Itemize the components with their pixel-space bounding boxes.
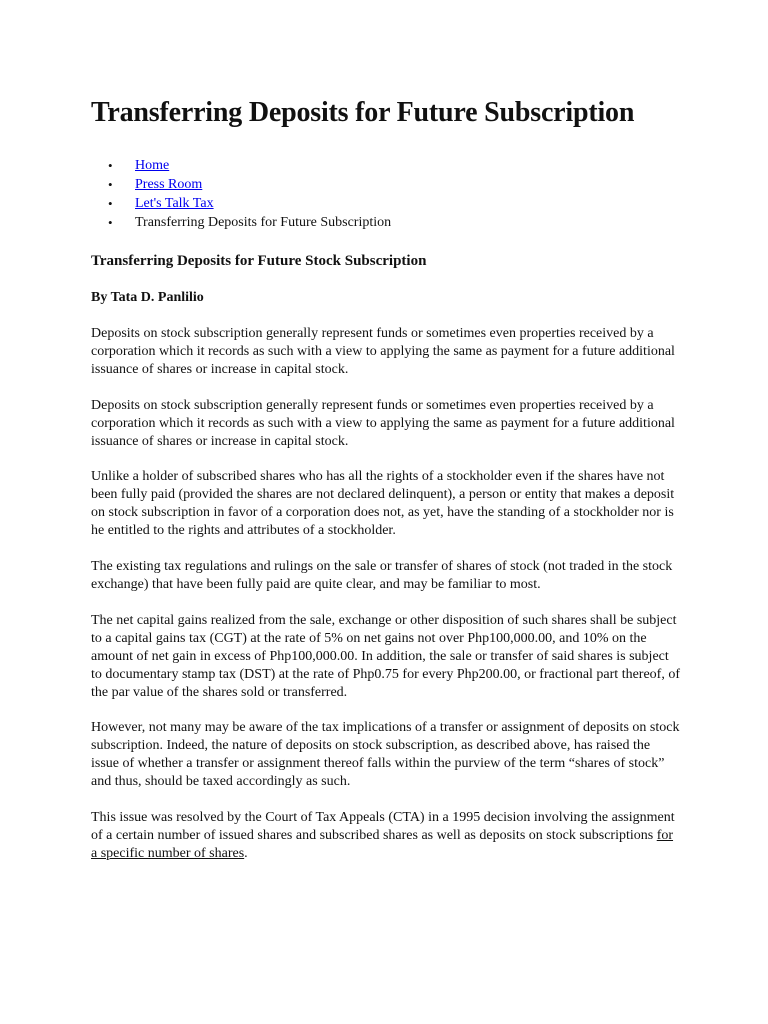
paragraph-4: The existing tax regulations and rulings on the sale or transfer of shares of stock (not traded in the stock exchange) that have been fully paid are quite clear, and may be familiar to most. xyxy=(91,559,673,592)
article xyxy=(91,95,681,863)
paragraph-6: However, not many may be aware of the tax implications of a transfer or assignment of deposits on stock subscription. Indeed, the nature of deposits on stock subscription, as described above, has raised the issue of whether a transfer or assignment thereof falls within the purview of the term “shares of stock” and thus, should be taxed accordingly as such. xyxy=(91,720,680,790)
paragraph-7 xyxy=(91,809,681,863)
page-title: Transferring Deposits for Future Subscription xyxy=(91,97,635,128)
bullet-icon: • xyxy=(108,177,113,192)
breadcrumb-item-lets-talk-tax xyxy=(108,194,681,213)
article-subtitle: Transferring Deposits for Future Stock Subscription xyxy=(91,253,427,269)
breadcrumb-item-home xyxy=(108,156,681,175)
breadcrumb-item-current xyxy=(108,213,681,232)
press-room-link[interactable]: Press Room xyxy=(135,177,203,192)
paragraph-2: Deposits on stock subscription generally represent funds or sometimes even properties received by a corporation which it records as such with a view to applying the same as payment for a future additional issuance of shares or increase in capital stock. xyxy=(91,397,675,449)
author-byline: By Tata D. Panlilio xyxy=(91,290,204,305)
breadcrumb-current-label: Transferring Deposits for Future Subscription xyxy=(135,215,392,230)
breadcrumb xyxy=(91,156,681,232)
lets-talk-tax-link[interactable]: Let's Talk Tax xyxy=(135,196,214,211)
paragraph-7-text: This issue was resolved by the Court of Tax Appeals (CTA) in a 1995 decision involving the assignment of a certain number of issued shares and subscribed shares as well as deposits on stock subscriptions xyxy=(91,810,675,843)
paragraph-3: Unlike a holder of subscribed shares who has all the rights of a stockholder even if the shares have not been fully paid (provided the shares are not declared delinquent), a person or entity that makes a deposit on stock subscription in favor of a corporation does not, as yet, have the standing of a stockholder nor is he entitled to the rights and attributes of a stockholder. xyxy=(91,469,675,539)
home-link[interactable]: Home xyxy=(135,158,170,173)
bullet-icon: • xyxy=(108,196,113,211)
paragraph-7-end: . xyxy=(244,845,248,861)
paragraph-5: The net capital gains realized from the sale, exchange or other disposition of such shares shall be subject to a capital gains tax (CGT) at the rate of 5% on net gains not over Php100,000.00, and 10% on the amount of net gain in excess of Php100,000.00. In addition, the sale or transfer of said shares is subject to documentary stamp tax (DST) at the rate of Php0.75 for every Php200.00, or fractional part thereof, of the par value of the shares sold or transferred. xyxy=(91,612,680,700)
paragraph-1: Deposits on stock subscription generally represent funds or sometimes even properties received by a corporation which it records as such with a view to applying the same as payment for a future additional issuance of shares or increase in capital stock. xyxy=(91,326,675,377)
bullet-icon: • xyxy=(108,215,113,230)
breadcrumb-item-press-room xyxy=(108,175,681,194)
underlined-phrase: for a specific number of shares xyxy=(91,827,674,861)
bullet-icon: • xyxy=(108,158,113,173)
